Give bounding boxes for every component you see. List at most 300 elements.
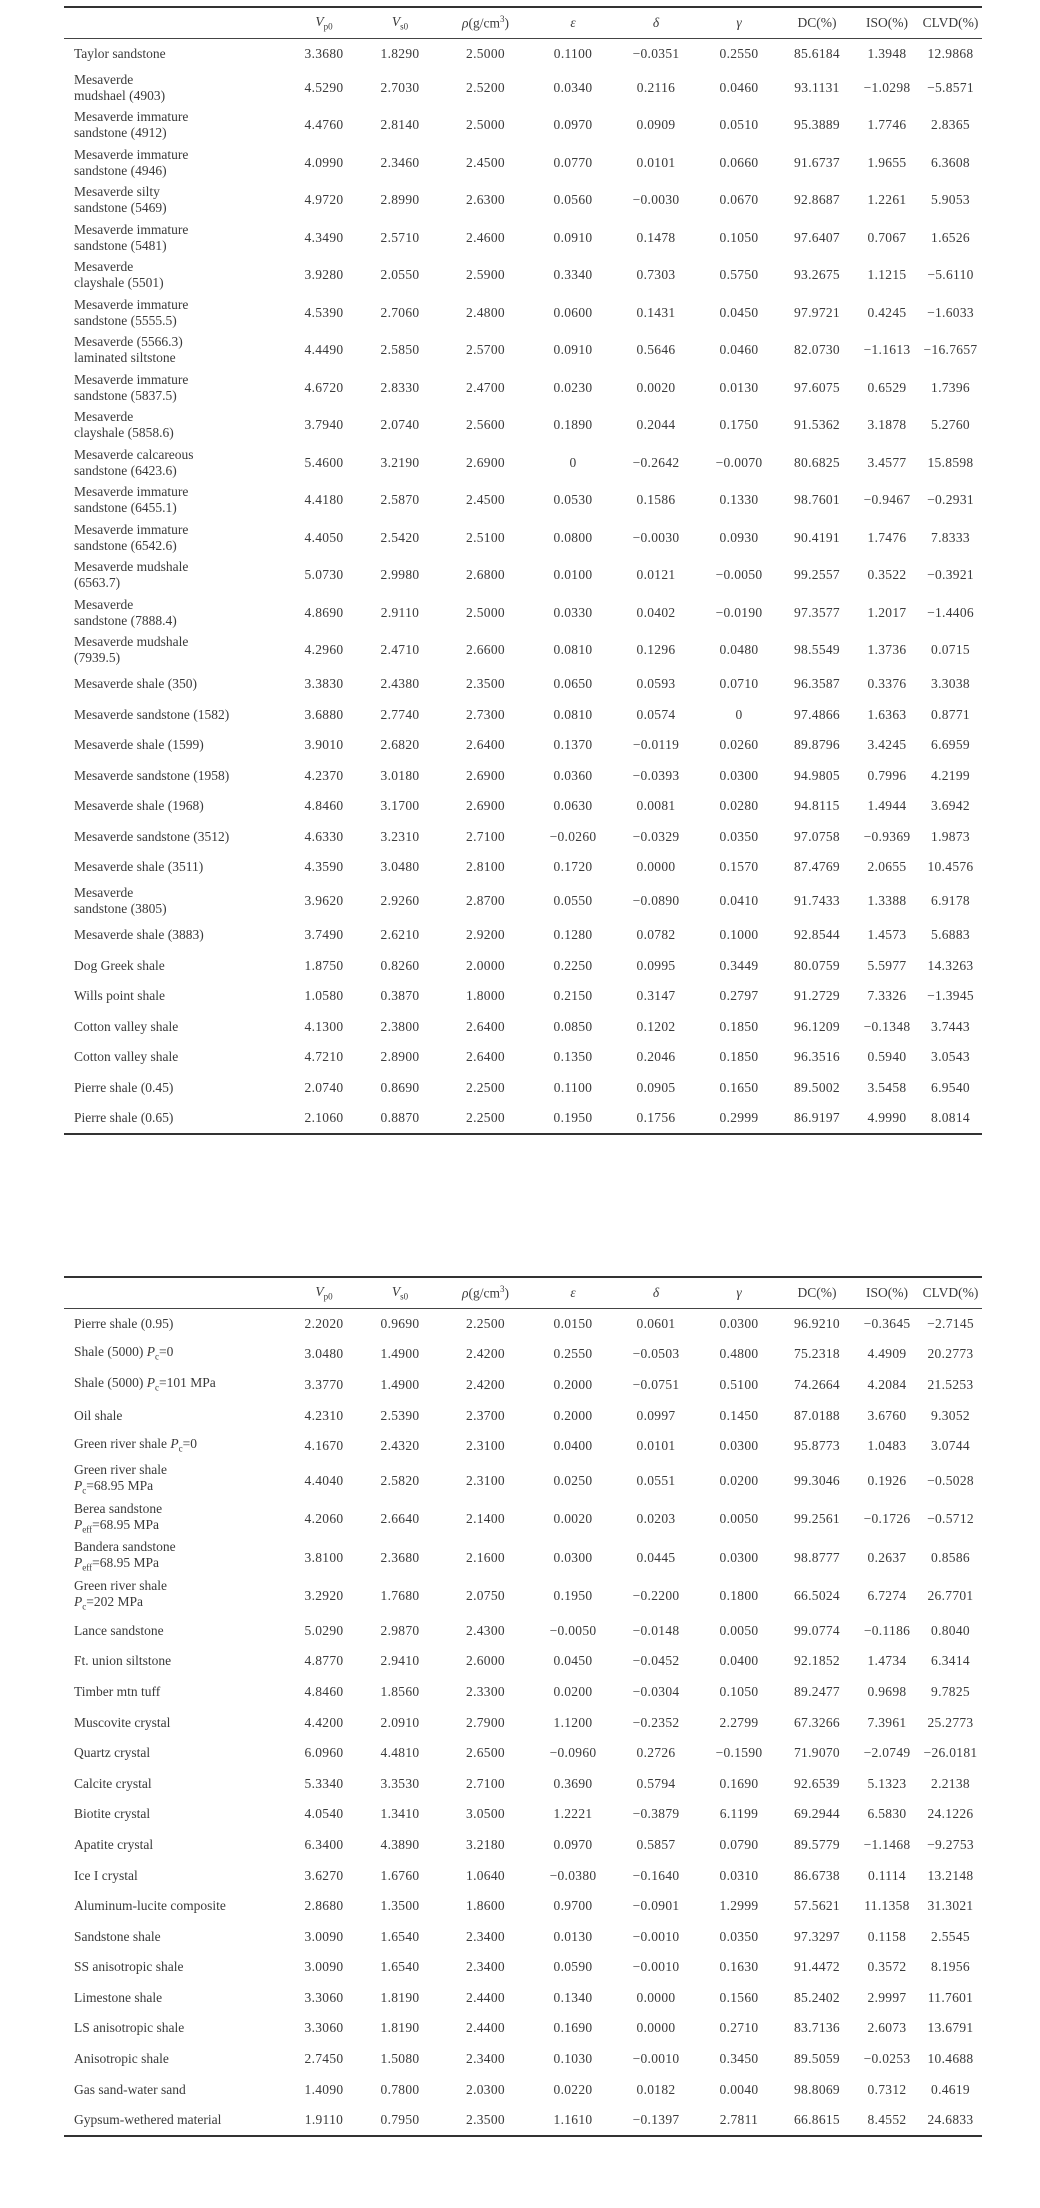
sample-name [64,2013,286,2044]
cell-value: 0.2150 [553,988,593,1004]
cell-value: 0.0020 [636,379,676,395]
cell-value: 6.1199 [719,1806,759,1822]
column-header: δ [613,7,699,39]
sample-name [64,1400,286,1431]
column-header: ISO(%) [855,7,919,39]
sample-name [64,1646,286,1677]
table-row [64,951,982,982]
cell-value: 5.0290 [304,1622,344,1638]
cell-value: 2.1400 [466,1511,505,1527]
cell-value: 2.5000 [466,46,505,61]
table-row [64,1103,982,1134]
cell-value: 0.0970 [553,1836,593,1852]
sample-name [64,107,286,145]
table-row [64,1891,982,1922]
sample-name [64,951,286,982]
cell-value: 2.4300 [466,1622,505,1638]
cell-value: 0.0770 [553,154,593,170]
sample-name-line: Mesaverde (5566.3) [74,334,183,350]
cell-value: −0.0260 [549,828,597,844]
cell-value: 4.7210 [304,1049,344,1065]
cell-value: 1.6363 [867,706,907,722]
column-header: $\rho(g/cm^3)$ [438,7,533,39]
cell-value: 1.8190 [380,2020,420,2036]
cell-value: 4.2960 [304,642,344,658]
cell-value: 0.4619 [931,2081,970,2097]
cell-value: 2.4700 [466,379,505,395]
cell-value: 2.5600 [466,417,505,433]
cell-value: 80.6825 [794,454,840,470]
sample-name-line: Mesaverde shale (3883) [74,927,204,943]
cell-value: 2.2020 [304,1316,344,1332]
cell-value: 2.8100 [466,859,505,875]
cell-value: 2.8700 [466,893,505,909]
cell-value: 0.0551 [636,1472,676,1488]
cell-value: −0.0304 [632,1683,680,1699]
cell-value: 10.4688 [927,2051,974,2067]
cell-value: 0.2726 [636,1745,676,1761]
cell-value: 4.1300 [304,1018,344,1034]
cell-value: 2.7450 [304,2051,344,2067]
sample-name [64,1538,286,1577]
cell-value: 7.3326 [867,988,907,1004]
cell-value: 1.9655 [867,154,907,170]
table-row [64,182,982,220]
cell-value: 0.0530 [553,492,593,508]
sample-name-line: Muscovite crystal [74,1714,171,1730]
cell-value: −0.3645 [863,1316,911,1332]
cell-value: 92.8544 [794,927,840,943]
cell-value: 3.3680 [304,46,344,61]
header-name [64,7,286,39]
sample-name-line: mudshael (4903) [74,87,166,103]
cell-value: 0.1650 [719,1079,759,1095]
cell-value: 3.0480 [380,859,420,875]
cell-value: 0.0260 [719,737,759,753]
cell-value: −26.0181 [923,1745,978,1761]
cell-value: 2.5700 [466,342,505,358]
table-row [64,1768,982,1799]
cell-value: −0.1640 [632,1867,680,1883]
cell-value: 0.0121 [636,567,676,583]
cell-value: 2.3100 [466,1438,505,1454]
cell-value: 0.1000 [719,927,759,943]
cell-value: −0.0070 [715,454,763,470]
cell-value: −0.0030 [632,192,680,208]
table-row [64,332,982,370]
cell-value: 1.8290 [380,46,420,61]
cell-value: 0.8040 [931,1622,970,1638]
table-row [64,1707,982,1738]
cell-value: 0.8586 [931,1549,970,1565]
cell-value: 2.7811 [699,2105,779,2136]
column-header: $V_{p0}$ [286,7,362,39]
cell-value: 93.1131 [794,79,840,95]
cell-value: −1.1468 [863,1836,911,1852]
cell-value: 8.0814 [919,1103,982,1134]
cell-value: 1.0580 [304,988,344,1004]
cell-value: −0.0253 [863,2051,911,2067]
cell-value: 2.6500 [466,1745,505,1761]
cell-value: 0.0360 [553,767,593,783]
cell-value: 3.2920 [304,1588,344,1604]
cell-value: 0.7303 [636,267,676,283]
cell-value: 0.7996 [867,767,907,783]
sample-name-line: Gas sand-water sand [74,2081,186,2097]
cell-value: 2.7100 [466,828,505,844]
cell-value: 2.3400 [466,1928,505,1944]
cell-value: 3.3530 [380,1775,420,1791]
cell-value: 2.0300 [466,2081,505,2097]
cell-value: 1.4944 [867,798,907,814]
cell-value: 1.4900 [380,1376,420,1392]
sample-name-line: Shale (5000) $P_c=0$ [74,1344,174,1362]
cell-value: 89.5059 [794,2051,840,2067]
cell-value: 3.0744 [931,1438,970,1454]
cell-value: 0.0445 [636,1549,676,1565]
cell-value: 0.0800 [553,529,593,545]
cell-value: 0.0040 [719,2081,759,2097]
cell-value: 0.2000 [553,1376,593,1392]
cell-value: 0.0310 [719,1867,759,1883]
sample-name [64,2044,286,2075]
table-row [64,1646,982,1677]
cell-value: 0.0100 [553,567,593,583]
cell-value: 1.8560 [380,1683,420,1699]
cell-value: 2.0740 [380,417,420,433]
sample-name [64,1891,286,1922]
table-row [64,1983,982,2014]
table-row [64,852,982,883]
table-row [64,1799,982,1830]
sample-name [64,883,286,921]
sample-name-line: sandstone (5481) [74,237,167,253]
cell-value: 1.2221 [553,1806,593,1822]
cell-value: 0.0230 [553,379,593,395]
cell-value: 96.9210 [794,1316,840,1332]
cell-value: 97.9721 [794,304,840,320]
sample-name [64,1860,286,1891]
cell-value: 3.0180 [380,767,420,783]
table-body [64,1309,982,2136]
cell-value: 0.0400 [719,1653,759,1669]
table-row [64,632,982,670]
table-row [64,883,982,921]
cell-value: 2.2138 [931,1775,970,1791]
table-row [64,1577,982,1616]
cell-value: 0.1100 [553,46,593,61]
cell-value: 0.0460 [719,342,759,358]
table-row [64,107,982,145]
cell-value: 2.6900 [466,767,505,783]
sample-name-line: Mesaverde [74,409,134,425]
table-row [64,1012,982,1043]
cell-value: 0.0910 [553,229,593,245]
cell-value: 99.3046 [794,1472,840,1488]
cell-value: 0.0630 [553,798,593,814]
cell-value: 1.2999 [719,1898,759,1914]
sample-name [64,182,286,220]
cell-value: 89.8796 [794,737,840,753]
cell-value: 4.9990 [855,1103,919,1134]
cell-value: 4.4180 [304,492,344,508]
cell-value: 2.5100 [466,529,505,545]
cell-value: 6.9178 [931,893,970,909]
sample-name-line: clayshale (5858.6) [74,425,174,441]
cell-value: 97.6075 [794,379,840,395]
sample-name [64,1012,286,1043]
table-row [64,69,982,107]
cell-value: 94.9805 [794,767,840,783]
sample-name [64,144,286,182]
cell-value: 89.5779 [794,1836,840,1852]
sample-name [64,1370,286,1401]
cell-value: 0.2710 [719,2020,759,2036]
cell-value: 1.8000 [466,988,505,1004]
sample-name [64,791,286,822]
cell-value: 2.4500 [466,492,505,508]
column-header: ε [533,7,613,39]
cell-value: 8.4552 [855,2105,919,2136]
cell-value: −0.0010 [632,1928,680,1944]
cell-value: 2.4600 [466,229,505,245]
cell-value: 96.3516 [794,1049,840,1065]
table-row [64,1370,982,1401]
cell-value: 2.6000 [466,1653,505,1669]
cell-value: 1.8600 [466,1898,505,1914]
cell-value: 2.6900 [466,798,505,814]
cell-value: −0.3921 [927,567,974,583]
cell-value: 2.4710 [380,642,420,658]
cell-value: 4.4810 [380,1745,420,1761]
cell-value: 4.2084 [867,1376,907,1392]
cell-value: 2.5545 [931,1928,970,1944]
sample-name-line: sandstone (7888.4) [74,612,177,628]
cell-value: −0.0503 [632,1346,680,1362]
cell-value: 0.0909 [636,117,676,133]
cell-value: 2.3400 [466,1959,505,1975]
cell-value: 0.0101 [636,1438,676,1454]
cell-value: 3.3060 [304,2020,344,2036]
sample-name-line: Calcite crystal [74,1775,152,1791]
cell-value: −0.9369 [863,828,911,844]
sample-name-line: Mesaverde immature [74,484,189,500]
sample-name [64,981,286,1012]
cell-value: 0.1750 [719,417,759,433]
cell-value: 2.7900 [466,1714,505,1730]
table-row [64,1677,982,1708]
cell-value: 2.6210 [380,927,420,943]
cell-value: 3.5458 [867,1079,907,1095]
sample-name-line: (6563.7) [74,575,121,591]
cell-value: 80.0759 [794,957,840,973]
cell-value: 0.4800 [719,1346,759,1362]
cell-value: 1.4090 [304,2081,344,2097]
sample-name-line: Aluminum-lucite composite [74,1898,226,1914]
cell-value: 0.0715 [931,642,970,658]
cell-value: −0.0050 [549,1622,597,1638]
cell-value: 2.7030 [380,79,420,95]
sample-name-line: Mesaverde sandstone (1958) [74,767,230,783]
table-body [64,39,982,1134]
sample-name [64,39,286,70]
cell-value: 0.2550 [719,46,759,61]
cell-value: 20.2773 [927,1346,974,1362]
cell-value: 2.2500 [438,1103,533,1134]
table-row [64,920,982,951]
cell-value: 0.0670 [719,192,759,208]
column-header: δ [613,1277,699,1309]
table-row [64,407,982,445]
sample-name-line: sandstone (5555.5) [74,312,177,328]
sample-name [64,369,286,407]
cell-value: 0.0220 [553,2081,593,2097]
cell-value: 4.8460 [304,798,344,814]
cell-value: 2.6800 [466,567,505,583]
cell-value: 0.4245 [867,304,907,320]
sample-name-line: Mesaverde sandstone (3512) [74,828,230,844]
column-header: CLVD(%) [919,7,982,39]
cell-value: 1.6540 [380,1928,420,1944]
cell-value: 1.6540 [380,1959,420,1975]
cell-value: 0.2637 [867,1549,907,1565]
cell-value: 0.0300 [719,767,759,783]
cell-value: 98.5549 [794,642,840,658]
sample-name [64,407,286,445]
cell-value: −0.0960 [549,1745,597,1761]
cell-value: 0.9690 [380,1316,420,1332]
cell-value: 0.0000 [636,2020,676,2036]
cell-value: −0.0148 [632,1622,680,1638]
cell-value: 4.8460 [304,1683,344,1699]
cell-value: −1.0298 [863,79,911,95]
cell-value: −0.2200 [632,1588,680,1604]
cell-value: 86.9197 [779,1103,855,1134]
sample-name [64,852,286,883]
cell-value: 0.0850 [553,1018,593,1034]
sample-name-line: $P_c=68.95$ MPa [74,1478,154,1497]
cell-value: 0.7312 [867,2081,907,2097]
sample-name-line: Biotite crystal [74,1806,151,1822]
cell-value: 4.6720 [304,379,344,395]
cell-value: 1.3500 [380,1898,420,1914]
cell-value: 2.3300 [466,1683,505,1699]
cell-value: 0.0200 [719,1472,759,1488]
sample-name-line: Anisotropic shale [74,2051,169,2067]
cell-value: −0.0010 [632,2051,680,2067]
cell-value: 4.8770 [304,1653,344,1669]
sample-name-line: Mesaverde shale (1968) [74,798,204,814]
cell-value: −0.0010 [632,1959,680,1975]
cell-value: 0.0050 [719,1622,759,1638]
cell-value: 0.0600 [553,304,593,320]
cell-value: −0.3879 [632,1806,680,1822]
sample-name-line: Pierre shale (0.45) [74,1079,174,1095]
sample-name-line: $P_c=202$ MPa [74,1593,143,1612]
sample-name [64,1431,286,1462]
cell-value: 5.9053 [931,192,970,208]
cell-value: −1.4406 [927,604,974,620]
cell-value: 0.1350 [553,1049,593,1065]
sample-name [64,69,286,107]
cell-value: 4.5390 [304,304,344,320]
cell-value: 0.1560 [719,1989,759,2005]
cell-value: 86.6738 [794,1867,840,1883]
cell-value: 0.5794 [636,1775,676,1791]
cell-value: 95.3889 [794,117,840,133]
cell-value: 2.8365 [931,117,970,133]
cell-value: 0.0782 [636,927,676,943]
cell-value: 11.7601 [927,1989,974,2005]
table-row [64,257,982,295]
cell-value: −0.1590 [715,1745,763,1761]
cell-value: 2.6400 [466,1049,505,1065]
cell-value: 2.7100 [466,1775,505,1791]
cell-value: 90.4191 [794,529,840,545]
sample-name-line: sandstone (6542.6) [74,537,177,553]
sample-name-line: sandstone (3805) [74,901,167,917]
sample-name-line: Mesaverde immature [74,371,189,387]
sample-name-line: Taylor sandstone [74,46,166,61]
cell-value: 0.0402 [636,604,676,620]
cell-value: 1.7680 [380,1588,420,1604]
cell-value: 3.2310 [380,828,420,844]
cell-value: −0.1726 [863,1511,911,1527]
cell-value: 0.0710 [719,676,759,692]
table-row [64,557,982,595]
cell-value: 0.5857 [636,1836,676,1852]
sample-name [64,2105,286,2136]
sample-name-line: Mesaverde [74,71,134,87]
sample-name [64,1952,286,1983]
cell-value: 3.0090 [304,1959,344,1975]
header-name [64,1277,286,1309]
cell-value: 0.0910 [553,342,593,358]
cell-value: 0.1630 [719,1959,759,1975]
column-header: ISO(%) [855,1277,919,1309]
cell-value: 0.0450 [719,304,759,320]
cell-value: 1.4900 [380,1346,420,1362]
cell-value: 2.9870 [380,1622,420,1638]
cell-value: 85.6184 [794,46,840,61]
cell-value: 3.1878 [867,417,907,433]
table-row [64,981,982,1012]
header-row [64,7,982,39]
cell-value: 97.3577 [794,604,840,620]
cell-value: 1.6526 [931,229,970,245]
cell-value: 4.5290 [304,79,344,95]
cell-value: 0.6529 [867,379,907,395]
data-table-part-1 [64,6,982,1135]
cell-value: −0.0751 [632,1376,680,1392]
table-row [64,1400,982,1431]
cell-value: 1.1610 [533,2105,613,2136]
cell-value: 2.7060 [380,304,420,320]
cell-value: 75.2318 [794,1346,840,1362]
cell-value: 2.5420 [380,529,420,545]
cell-value: 3.6880 [304,706,344,722]
cell-value: 4.4909 [867,1346,907,1362]
cell-value: 1.0640 [466,1867,505,1883]
sample-name-line: Quartz crystal [74,1745,151,1761]
sample-name-line: clayshale (5501) [74,275,164,291]
cell-value: 0.1030 [553,2051,593,2067]
cell-value: 3.6760 [867,1407,907,1423]
cell-value: 2.4200 [466,1376,505,1392]
cell-value: 0.0450 [553,1653,593,1669]
cell-value: 0.0550 [553,893,593,909]
cell-value: 10.4576 [927,859,974,875]
